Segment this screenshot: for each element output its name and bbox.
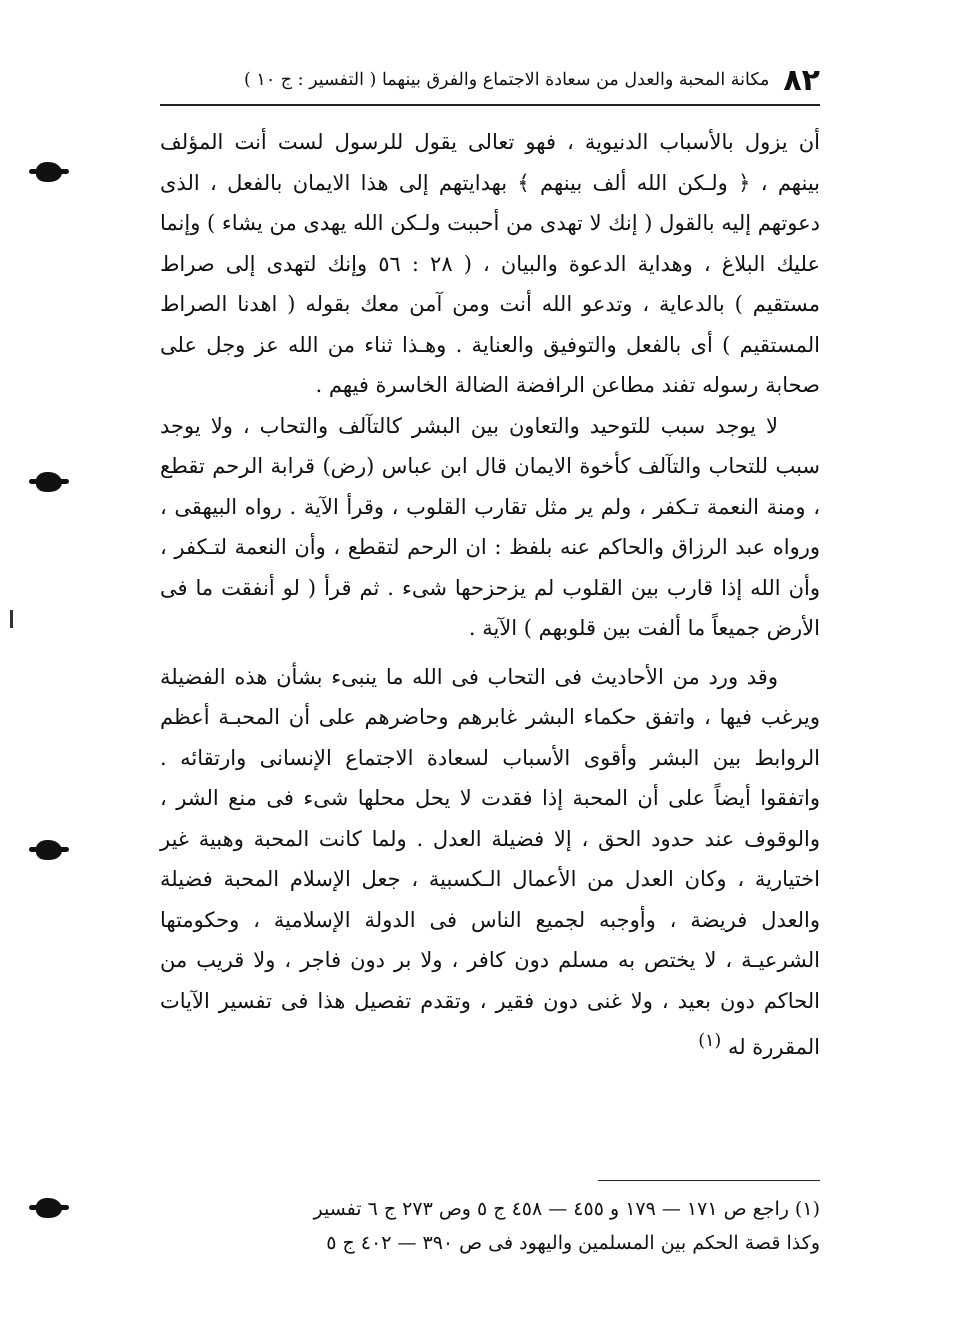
scan-artifact bbox=[10, 610, 13, 628]
binding-hole-mark bbox=[36, 472, 62, 492]
running-title: مكانة المحبة والعدل من سعادة الاجتماع والفرق بينهما ( التفسير : ج ١٠ ) bbox=[244, 70, 770, 90]
footnotes bbox=[160, 1192, 820, 1260]
footnote-1: (١) راجع ص ١٧١ — ١٧٩ و ٤٥٥ — ٤٥٨ ج ٥ وص ٢٧٣ ج ٦ تفسير bbox=[313, 1198, 820, 1220]
page-header bbox=[160, 60, 820, 100]
paragraph-3-text: وقد ورد من الأحاديث فى التحاب فى الله ما ينبىء بشأن هذه الفضيلة ويرغب فيها ، واتفق حكماء البشر غابرهم وحاضرهم على أن المحبـة أعظم الروابط بين البشر وأقوى الأسباب لسعادة الاجتماع الإنسانى وارتقائه . واتفقوا أيضاً على أن المحبة إذا فقدت لا يحل محلها شىء فى منع الشر ، والوقوف عند حدود الحق ، إلا فضيلة العدل . ولما كانت المحبة وهبية غير اختيارية ، وكان العدل من الأعمال الـكسبية ، جعل الإسلام المحبة فضيلة والعدل فريضة ، وأوجبه لجميع الناس فى الدولة الإسلامية ، وحكومتها الشرعيـة ، لا يختص به مسلم دون كافر ، ولا بر دون فاجر ، ولا قريب من الحاكم دون بعيد ، ولا غنى دون فقير ، وتقدم تفصيل هذا فى تفسير الآيات المقررة له bbox=[160, 664, 820, 1059]
binding-hole-mark bbox=[36, 840, 62, 860]
binding-hole-mark bbox=[36, 1198, 62, 1218]
footnote-1-continuation: وكذا قصة الحكم بين المسلمين واليهود فى ص ٣٩٠ — ٤٠٢ ج ٥ bbox=[326, 1232, 820, 1254]
header-divider bbox=[160, 104, 820, 106]
main-text bbox=[160, 122, 820, 1068]
footnote-marker[interactable]: (١) bbox=[698, 1031, 722, 1051]
binding-hole-mark bbox=[36, 162, 62, 182]
paragraph-2: لا يوجد سبب للتوحيد والتعاون بين البشر كالتآلف والتحاب ، ولا يوجد سبب للتحاب والتآلف كأخوة الايمان قال ابن عباس (رض) قرابة الرحم تقطع ، ومنة النعمة تـكفر ، ولم ير مثل تقارب القلوب ، وقرأ الآية . رواه البيهقى ، ورواه عبد الرزاق والحاكم عنه بلفظ : ان الرحم لتقطع ، وأن النعمة لتـكفر ، وأن الله إذا قارب بين القلوب لم يزحزحها شىء . ثم قرأ ( لو أنفقت ما فى الأرض جميعاً ما ألفت بين قلوبهم ) الآية . bbox=[160, 413, 820, 640]
paragraph-1: أن يزول بالأسباب الدنيوية ، فهو تعالى يقول للرسول لست أنت المؤلف بينهم ، ﴿ ولـكن الله ألف بينهم ﴾ بهدايتهم إلى هذا الايمان بالفعل ، الذى دعوتهم إليه بالقول ( إنك لا تهدى من أحببت ولـكن الله يهدى من يشاء ) وإنما عليك البلاغ ، وهداية الدعوة والبيان ، ( ٢٨ : ٥٦ وإنك لتهدى إلى صراط مستقيم ) بالدعاية ، وتدعو الله أنت ومن آمن معك بقوله ( اهدنا الصراط المستقيم ) أى بالفعل والتوفيق والعناية . وهـذا ثناء من الله عز وجل على صحابة رسوله تفند مطاعن الرافضة الضالة الخاسرة فيهم . bbox=[160, 130, 820, 397]
paragraph-3 bbox=[160, 657, 820, 1068]
page-number: ٨٢ bbox=[783, 62, 820, 98]
footnote-divider bbox=[598, 1180, 820, 1181]
